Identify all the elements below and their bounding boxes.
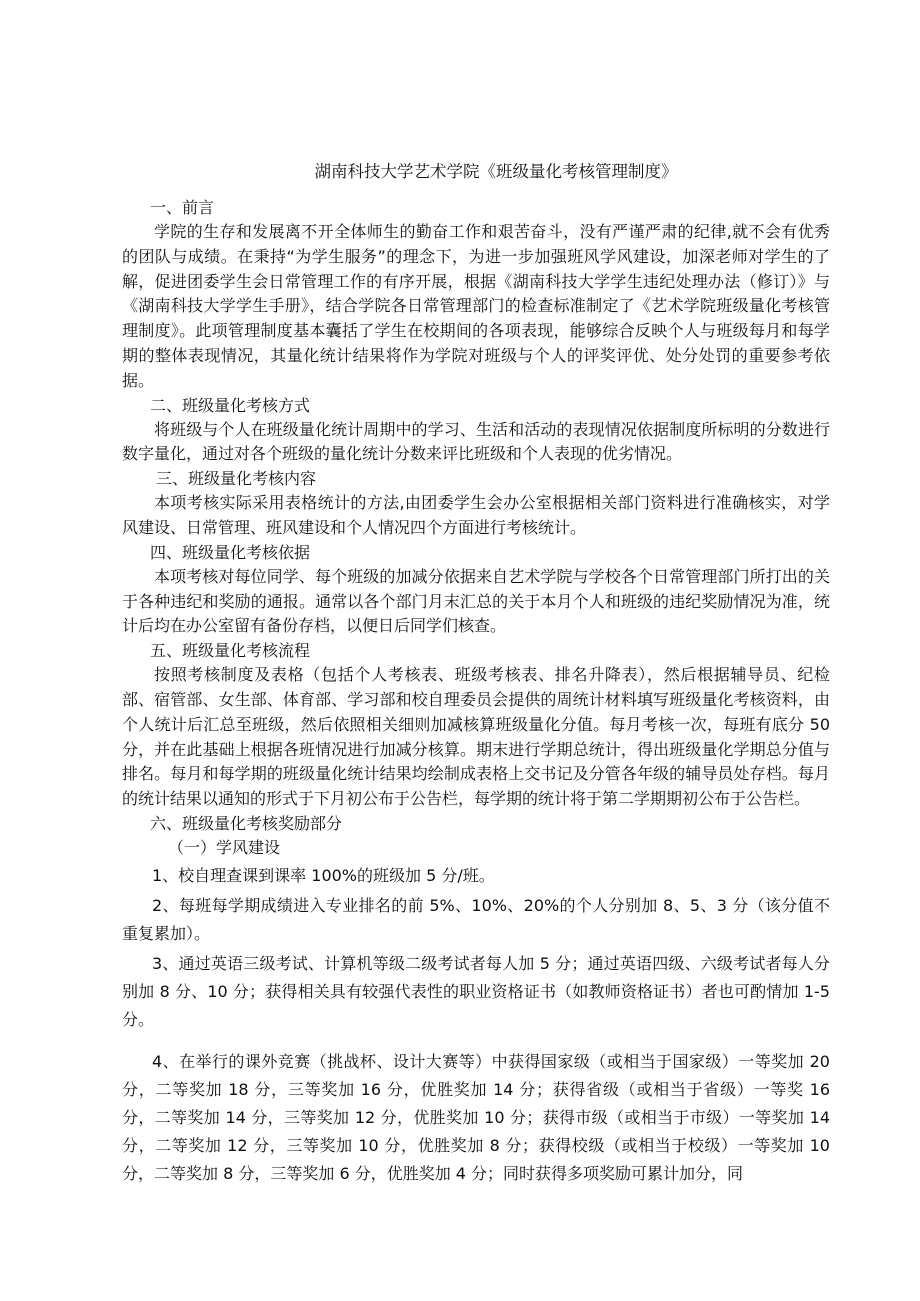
section-body-process: 按照考核制度及表格（包括个人考核表、班级考核表、排名升降表），然后根据辅导员、纪检部、宿管部、女生部、体育部、学习部和校自理委员会提供的周统计材料填写班级量化考核资料，由个人统计后汇总至班级，然后依照相关细则加减核算班级量化分值。每月考核一次，每班有底分 50 分，并在此基础上根据各班情况进行加减分核算。期末进行学期总统计，得出班级量化学期总分值与排名。每月和每学期的班级量化统计结果均绘制成表格上交书记及分管各年级的辅导员处存档。每月的统计结果以通知的形式于下月初公布于公告栏，每学期的统计将于第二学期期初公布于公告栏。 <box>122 665 830 809</box>
reward-item-2: 2、每班每学期成绩进入专业排名的前 5%、10%、20%的个人分别加 8、5、3 分（该分值不重复累加）。 <box>122 895 830 943</box>
reward-item-3: 3、通过英语三级考试、计算机等级二级考试者每人加 5 分；通过英语四级、六级考试者每人分别加 8 分、10 分；获得相关具有较强代表性的职业资格证书（如教师资格证书）者也可酌情加 1-5 分。 <box>122 953 830 1029</box>
document-title: 湖南科技大学艺术学院《班级量化考核管理制度》 <box>314 162 678 181</box>
section-heading-method: 二、班级量化考核方式 <box>150 395 311 415</box>
section-heading-basis: 四、班级量化考核依据 <box>150 542 311 562</box>
section-body-basis: 本项考核对每位同学、每个班级的加减分依据来自艺术学院与学校各个日常管理部门所打出的关于各种违纪和奖励的通报。通常以各个部门月末汇总的关于本月个人和班级的违纪奖励情况为准，统计后均在办公室留有备份存档，以便日后同学们核查。 <box>122 566 830 636</box>
section-heading-rewards: 六、班级量化考核奖励部分 <box>150 813 343 833</box>
section-body-preface: 学院的生存和发展离不开全体师生的勤奋工作和艰苦奋斗，没有严谨严肃的纪律,就不会有优秀的团队与成绩。在秉持“为学生服务”的理念下，为进一步加强班风学风建设，加深老师对学生的了解，促进团委学生会日常管理工作的有序开展，根据《湖南科技大学学生违纪处理办法（修订）》与《湖南科技大学学生手册》，结合学院各日常管理部门的检查标准制定了《艺术学院班级量化考核管理制度》。此项管理制度基本囊括了学生在校期间的各项表现，能够综合反映个人与班级每月和每学期的整体表现情况，其量化统计结果将作为学院对班级与个人的评奖评优、处分处罚的重要参考依据。 <box>122 222 830 390</box>
subsection-heading-study-style: （一）学风建设 <box>168 837 281 857</box>
reward-item-4: 4、在举行的课外竞赛（挑战杯、设计大赛等）中获得国家级（或相当于国家级）一等奖加 20 分，二等奖加 18 分，三等奖加 16 分，优胜奖加 14 分；获得省级（或相当于省级）一等奖 16 分，二等奖加 14 分，三等奖加 12 分，优胜奖加 10 分；获得市级（或相当于市级）一等奖加 14 分，二等奖加 12 分，三等奖加 10 分，优胜奖加 8 分；获得校级（或相当于校级）一等奖加 10 分，二等奖加 8 分，三等奖加 6 分，优胜奖加 4 分；同时获得多项奖励可累计加分，同 <box>122 1051 830 1183</box>
section-heading-content: 三、班级量化考核内容 <box>156 469 317 489</box>
section-heading-process: 五、班级量化考核流程 <box>150 641 311 661</box>
section-body-content: 本项考核实际采用表格统计的方法,由团委学生会办公室根据相关部门资料进行准确核实，对学风建设、日常管理、班风建设和个人情况四个方面进行考核统计。 <box>122 493 830 537</box>
section-heading-preface: 一、前言 <box>150 198 215 217</box>
document-page <box>122 160 830 1188</box>
section-body-method: 将班级与个人在班级量化统计周期中的学习、生活和活动的表现情况依据制度所标明的分数进行数字量化，通过对各个班级的量化统计分数来评比班级和个人表现的优劣情况。 <box>122 419 830 464</box>
reward-item-1: 1、校自理查课到课率 100%的班级加 5 分/班。 <box>152 865 495 885</box>
